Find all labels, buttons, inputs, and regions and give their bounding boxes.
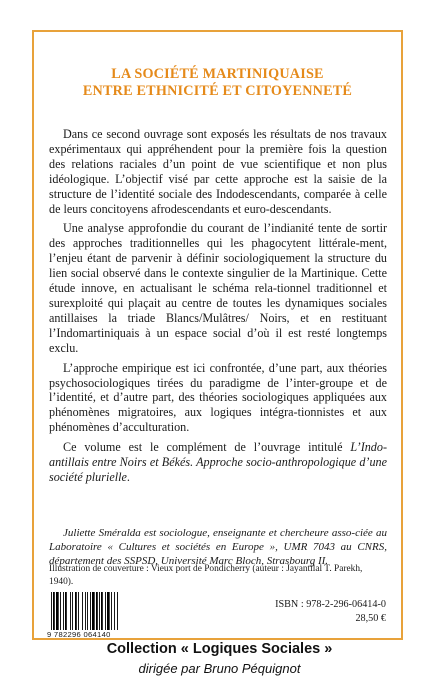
collection-director: dirigée par Bruno Péquignot: [138, 661, 301, 676]
complement-suffix: .: [126, 469, 130, 484]
barcode-digits: 9 782296 064140: [47, 630, 111, 639]
book-title: [36, 66, 399, 100]
illustration-credit: Illustration de couverture : Vieux port de Pondicherry (auteur : Jayantilal T. Parekh, 1940).: [49, 564, 363, 587]
blurb-text: [49, 127, 387, 490]
author-note: [49, 526, 387, 568]
blurb-paragraph: L’approche empirique est ici confrontée, d’une part, aux théories psychosociologiques tirées du paradigme de l’inter-groupe et de l’identité, et d’autre part, des théories sociologiques appliquées aux phénomènes migratoires, aux logiques intégra-tionnistes et aux phénomènes d’acculturation.: [49, 360, 387, 435]
complement-book-title: L’Indo-antillais entre Noirs et Békés. Approche socio-anthropologique d’une société plurielle: [49, 440, 387, 484]
complement-paragraph: [49, 440, 387, 485]
isbn: ISBN : 978-2-296-06414-0: [275, 599, 386, 610]
title-line-1: LA SOCIÉTÉ MARTINIQUAISE: [111, 66, 324, 82]
price: 28,50 €: [355, 613, 386, 624]
complement-prefix: Ce volume est le complément de l’ouvrage intitulé: [63, 440, 351, 455]
title-line-2: ENTRE ETHNICITÉ ET CITOYENNETÉ: [82, 83, 353, 99]
author-bio: Juliette Sméralda est sociologue, enseignante et chercheure asso-ciée au Laboratoire « Cultures et sociétés en Europe », UMR 7043 au CNRS, département des SSPSD, Université Marc Bloch, Strasbourg II.: [49, 527, 387, 567]
blurb-paragraph: Dans ce second ouvrage sont exposés les résultats de nos travaux expérimentaux qui appréhendent pour la première fois la question des relations raciales d’un point de vue scientifique et non plus idéologique. L’objectif visé par cette approche est la saisie de la structure de l’identité sociale des Indodescendants, comparée à celle de leurs concitoyens afrodescendants et euro-descendants.: [49, 127, 387, 216]
blurb-paragraph: Une analyse approfondie du courant de l’indianité tente de sortir des approches traditionnelles qui les phagocytent littérale-ment, l’enjeu étant de parvenir à définir sociologiquement la structure du lien social observé dans le contexte singulier de la Martinique. Cette étude innove, en actualisant le schéma rela-tionnel traditionnel et surexploité qui plaçait au centre de toutes les dynamiques sociales antillaises la triade Blancs/Mulâtres/ Noirs, et en restituant l’Indomartiniquais à un espace social d’où il est resté longtemps exclu.: [49, 221, 387, 355]
barcode-image: [50, 592, 142, 630]
collection-name: Collection « Logiques Sociales »: [106, 641, 333, 657]
